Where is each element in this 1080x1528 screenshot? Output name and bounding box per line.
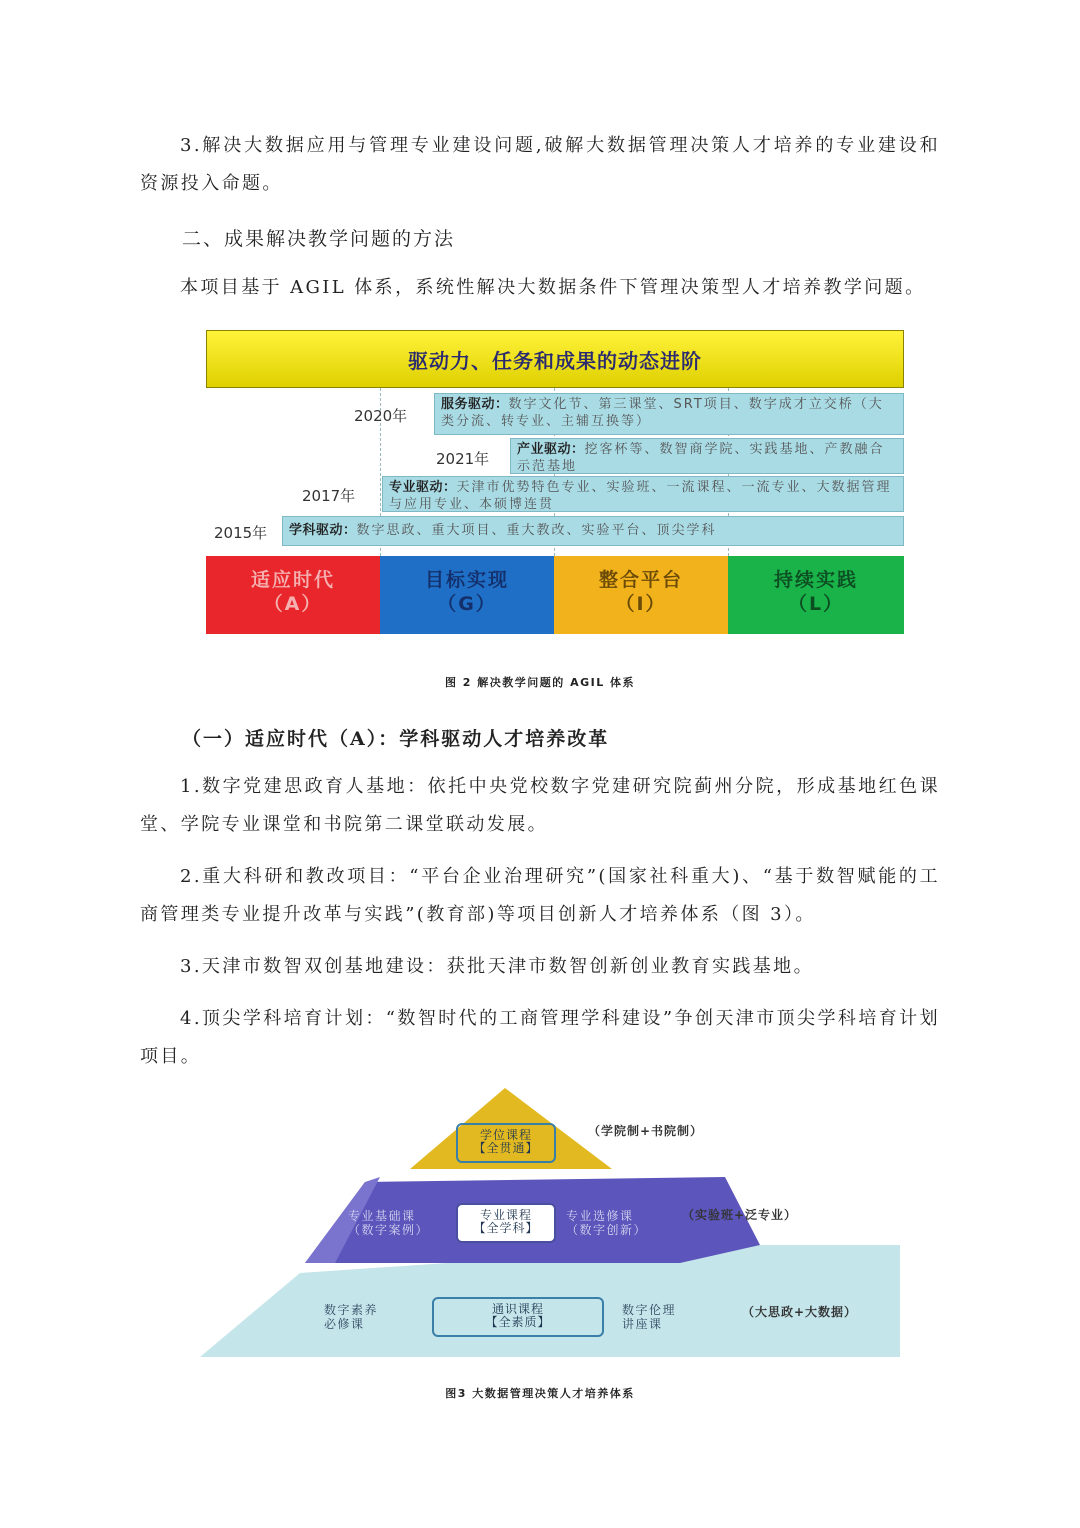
label-line: 必修课 xyxy=(324,1317,365,1331)
label-line: （数字创新） xyxy=(566,1223,648,1237)
year-label: 2015年 xyxy=(214,524,268,542)
driver-service xyxy=(434,393,904,435)
driver-discipline xyxy=(282,516,904,546)
item-2: 2.重大科研和教改项目：“平台企业治理研究”(国家社科重大)、“基于数智赋能的工商管理类专业提升改革与实践”(教育部)等项目创新人才培养体系（图 3）。 xyxy=(140,866,940,925)
bottom-note: （大思政+大数据） xyxy=(742,1305,858,1319)
driver-label: 专业驱动： xyxy=(389,480,457,495)
box-line: 学位课程 xyxy=(479,1128,532,1142)
figure2-caption: 图 2 解决教学问题的 AGIL 体系 xyxy=(444,676,636,689)
degree-course-box xyxy=(456,1123,556,1163)
box-line: 【全素质】 xyxy=(485,1315,551,1329)
pillar-letter: （I） xyxy=(615,593,667,615)
year-label: 2021年 xyxy=(436,450,490,468)
intro-paragraph: 本项目基于 AGIL 体系，系统性解决大数据条件下管理决策型人才培养教学问题。 xyxy=(180,277,926,298)
box-line: 通识课程 xyxy=(491,1302,544,1316)
label-line: 数字素养 xyxy=(324,1303,379,1317)
middle-note: （实验班+泛专业） xyxy=(682,1208,798,1222)
item-4: 4.顶尖学科培育计划：“数智时代的工商管理学科建设”争创天津市顶尖学科培育计划项目。 xyxy=(140,1008,940,1067)
driver-text: 天津市优势特色专业、实验班、一流课程、一流专业、大数据管理与应用专业、本硕博连贯 xyxy=(389,480,892,512)
top-note: （学院制+书院制） xyxy=(588,1124,704,1138)
label-line: 专业选修课 xyxy=(566,1209,634,1223)
driver-label: 学科驱动： xyxy=(289,523,357,538)
box-line: 【全学科】 xyxy=(473,1221,539,1235)
item-1: 1.数字党建思政育人基地：依托中央党校数字党建研究院蓟州分院，形成基地红色课堂、学院专业课堂和书院第二课堂联动发展。 xyxy=(140,776,940,835)
bottom-right-label xyxy=(622,1303,676,1331)
pillar-latency xyxy=(728,556,904,634)
driver-label: 服务驱动： xyxy=(441,397,509,412)
bottom-left-label xyxy=(324,1303,378,1331)
subsection-heading: （一）适应时代（A）：学科驱动人才培养改革 xyxy=(182,728,610,750)
driver-text: 数字文化节、第三课堂、SRT项目、数字成才立交桥（大类分流、转专业、主辅互换等） xyxy=(441,397,884,429)
figure3-caption: 图3 大数据管理决策人才培养体系 xyxy=(445,1387,635,1400)
pillar-name: 持续实践 xyxy=(773,569,858,591)
pillar-name: 适应时代 xyxy=(250,569,335,591)
driver-industry xyxy=(510,438,904,474)
label-line: （数字案例） xyxy=(348,1223,430,1237)
year-label: 2017年 xyxy=(302,487,356,505)
label-line: 专业基础课 xyxy=(348,1209,416,1223)
pillar-name: 目标实现 xyxy=(424,569,509,591)
box-line: 专业课程 xyxy=(479,1208,532,1222)
pillar-adapt xyxy=(206,556,380,634)
middle-right-label xyxy=(566,1209,647,1237)
pillar-name: 整合平台 xyxy=(598,569,683,591)
box-line: 【全贯通】 xyxy=(473,1141,539,1155)
pillar-integrate xyxy=(554,556,728,634)
driver-text: 挖客杯等、数智商学院、实践基地、产教融合示范基地 xyxy=(517,442,885,474)
agil-figure xyxy=(206,330,904,635)
driver-major xyxy=(382,476,904,512)
figure-title: 驱动力、任务和成果的动态进阶 xyxy=(206,330,904,388)
driver-text: 数字思政、重大项目、重大教改、实验平台、顶尖学科 xyxy=(356,523,717,538)
driver-label: 产业驱动： xyxy=(517,442,585,457)
paragraph-3: 3.解决大数据应用与管理专业建设问题,破解大数据管理决策人才培养的专业建设和资源投入命题。 xyxy=(140,135,940,194)
training-pyramid-figure xyxy=(200,1085,900,1360)
label-line: 讲座课 xyxy=(622,1317,663,1331)
pillar-letter: （G） xyxy=(437,593,497,615)
pillar-letter: （A） xyxy=(263,593,323,615)
major-course-box xyxy=(456,1203,556,1243)
year-label: 2020年 xyxy=(354,407,408,425)
middle-left-label xyxy=(348,1209,429,1237)
general-course-box xyxy=(432,1297,604,1337)
pillar-letter: （L） xyxy=(787,593,845,615)
pillar-goal xyxy=(380,556,554,634)
item-3: 3.天津市数智双创基地建设：获批天津市数智创新创业教育实践基地。 xyxy=(180,956,814,977)
section-heading: 二、成果解决教学问题的方法 xyxy=(182,228,456,250)
label-line: 数字伦理 xyxy=(622,1303,677,1317)
